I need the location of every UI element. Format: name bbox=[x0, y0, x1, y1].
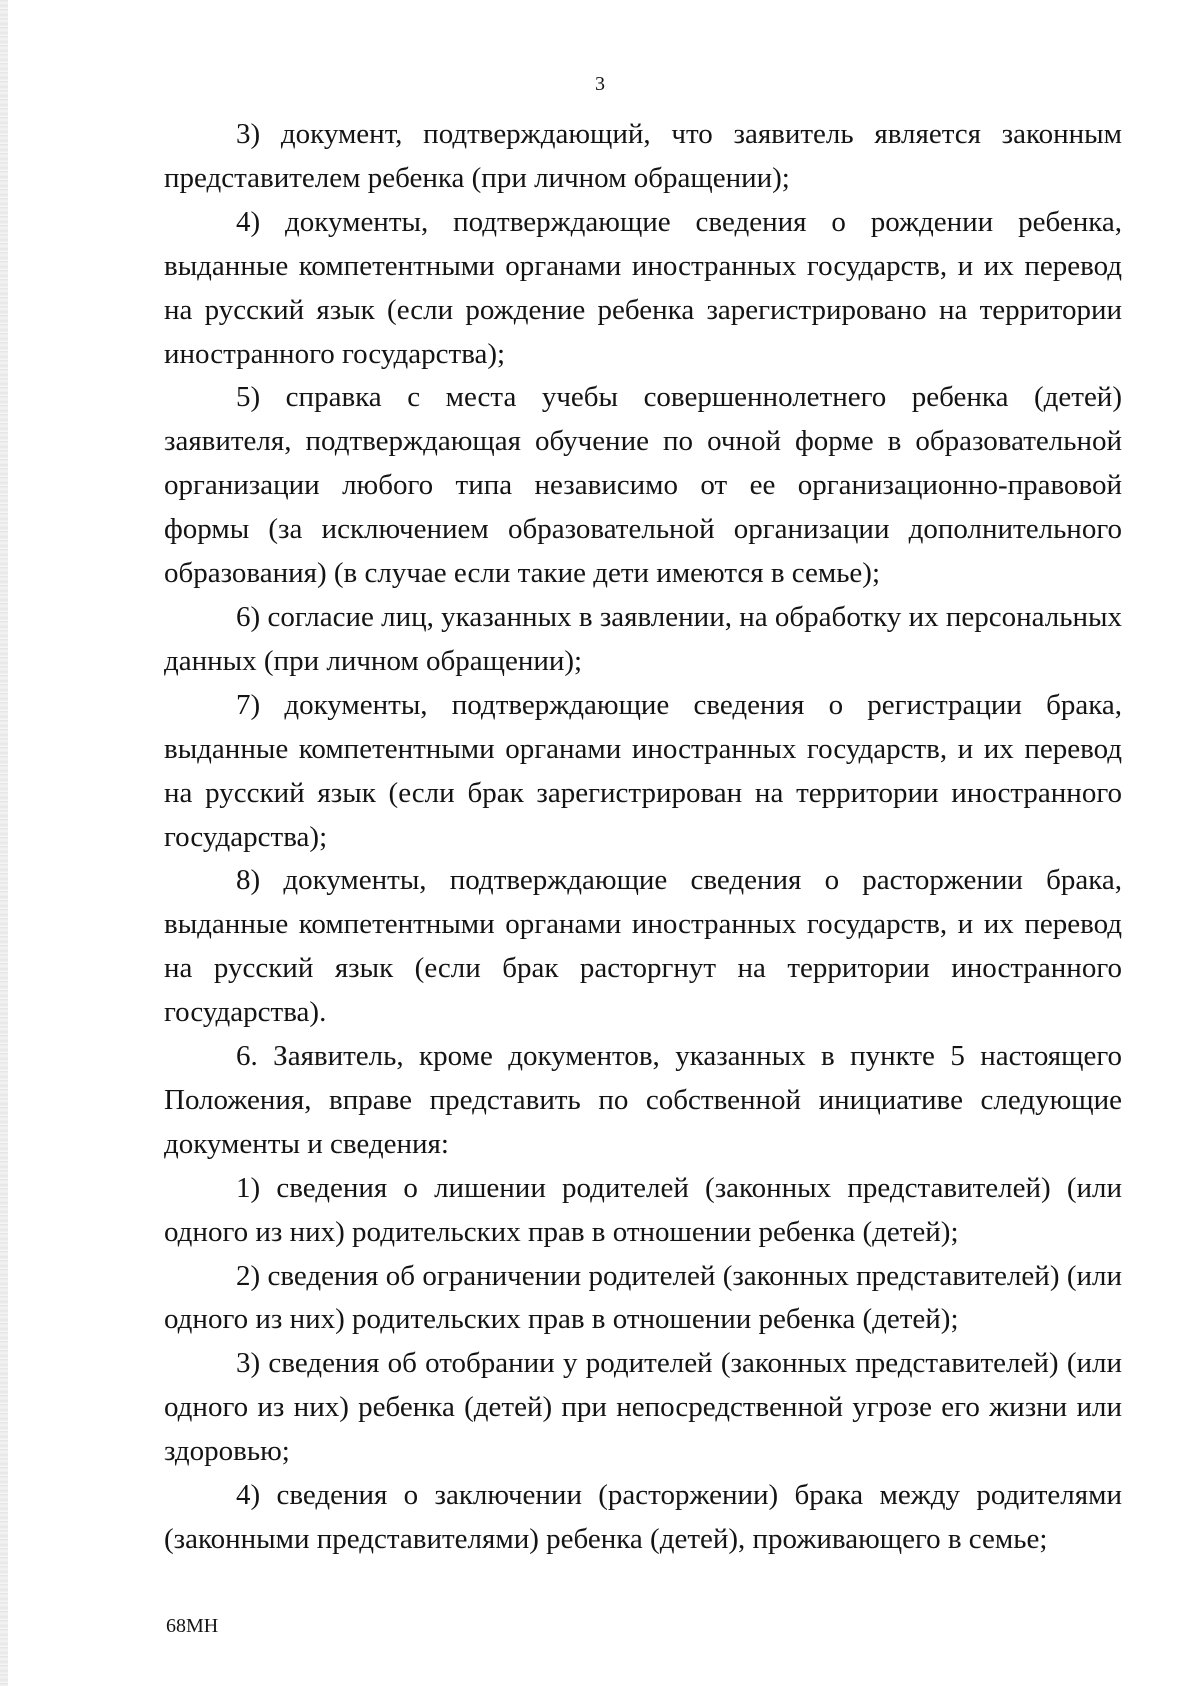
document-body bbox=[164, 113, 1122, 1562]
section-6-item-2: 2) сведения об ограничении родителей (законных представителей) (или одного из них) родительских прав в отношении ребенка (детей); bbox=[164, 1259, 1122, 1336]
list-item-4-birth-documents: 4) документы, подтверждающие сведения о рождении ребенка, выданные компетентными органами иностранных государств, и их перевод на русский язык (если рождение ребенка зарегистрировано на территории иностранного государства); bbox=[164, 205, 1122, 370]
page-number: 3 bbox=[595, 73, 605, 95]
section-6-item-4: 4) сведения о заключении (расторжении) брака между родителями (законными представителями) ребенка (детей), проживающего в семье; bbox=[164, 1479, 1122, 1555]
list-item-7-marriage-registration: 7) документы, подтверждающие сведения о регистрации брака, выданные компетентными органами иностранных государств, и их перевод на русский язык (если брак зарегистрирован на территории иностранного государства); bbox=[164, 688, 1122, 853]
list-item-8-marriage-dissolution: 8) документы, подтверждающие сведения о расторжении брака, выданные компетентными органами иностранных государств, и их перевод на русский язык (если брак расторгнут на территории иностранного государства). bbox=[164, 864, 1122, 1029]
section-6-item-1: 1) сведения о лишении родителей (законных представителей) (или одного из них) родительских прав в отношении ребенка (детей); bbox=[164, 1171, 1122, 1248]
list-item-6-consent: 6) согласие лиц, указанных в заявлении, на обработку их персональных данных (при личном обращении); bbox=[164, 600, 1122, 677]
section-6-item-3: 3) сведения об отобрании у родителей (законных представителей) (или одного из них) ребенка (детей) при непосредственной угрозе его жизни или здоровью; bbox=[164, 1347, 1122, 1468]
section-6-intro: 6. Заявитель, кроме документов, указанных в пункте 5 настоящего Положения, вправе представить по собственной инициативе следующие документы и сведения: bbox=[164, 1040, 1122, 1160]
footer-code: 68MH bbox=[166, 1615, 219, 1637]
scan-edge bbox=[0, 0, 8, 1686]
list-item-5-study-certificate: 5) справка с места учебы совершеннолетнего ребенка (детей) заявителя, подтверждающая обучение по очной форме в образовательной организации любого типа независимо от ее организационно-правовой формы (за исключением образовательной организации дополнительного образования) (в случае если такие дети имеются в семье); bbox=[164, 381, 1122, 590]
list-item-3-document: 3) документ, подтверждающий, что заявитель является законным представителем ребенка (при личном обращении); bbox=[164, 118, 1122, 194]
